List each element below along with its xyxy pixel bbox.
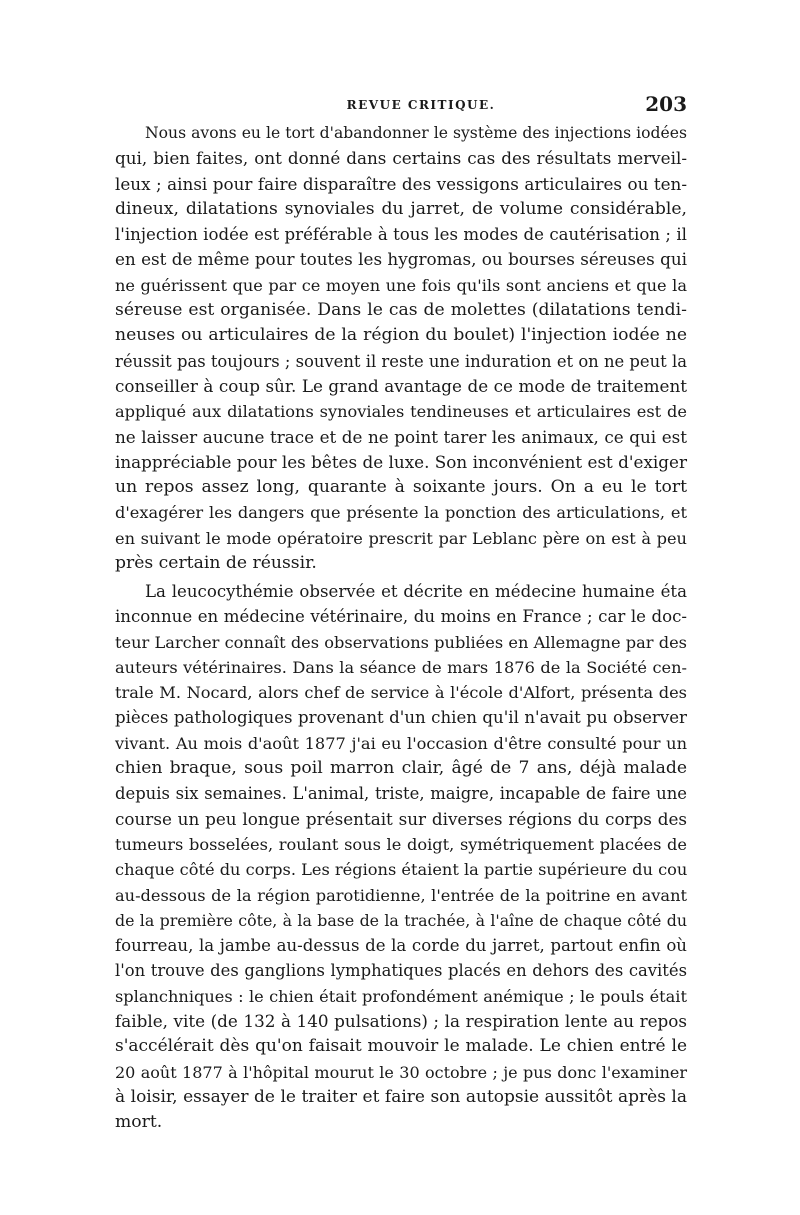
text-line: près certain de réussir.: [115, 553, 317, 574]
text-line: au-dessous de la région parotidienne, l'entrée de la poitrine en avant: [115, 885, 687, 905]
text-line: l'on trouve des ganglions lymphatiques placés en dehors des cavités: [115, 961, 687, 981]
text-line: leux ; ainsi pour faire disparaître des vessigons articulaires ou ten-: [115, 173, 687, 194]
text-line: qui, bien faites, ont donné dans certains cas des résultats merveil-: [115, 148, 687, 169]
text-line: inappréciable pour les bêtes de luxe. Son inconvénient est d'exiger: [115, 451, 687, 472]
text-line: ne guérissent que par ce moyen une fois qu'ils sont anciens et que la: [115, 275, 687, 295]
text-line: 20 août 1877 à l'hôpital mourut le 30 octobre ; je pus donc l'examiner: [115, 1062, 687, 1082]
text-line: vivant. Au mois d'août 1877 j'ai eu l'occasion d'être consulté pour un: [115, 733, 687, 753]
text-line: en est de même pour toutes les hygromas, ou bourses séreuses qui: [115, 249, 687, 270]
page-number: 203: [645, 92, 687, 116]
text-line: depuis six semaines. L'animal, triste, maigre, incapable de faire une: [115, 784, 687, 804]
text-line: faible, vite (de 132 à 140 pulsations) ; la respiration lente au repos: [115, 1011, 687, 1032]
text-line: trale M. Nocard, alors chef de service à l'école d'Alfort, présenta des: [115, 683, 687, 703]
text-line: pièces pathologiques provenant d'un chien qu'il n'avait pu observer: [115, 708, 687, 728]
text-line: chaque côté du corps. Les régions étaient la partie supérieure du cou: [115, 860, 688, 880]
text-line: de la première côte, à la base de la trachée, à l'aîne de chaque côté du: [115, 910, 687, 930]
text-line: chien braque, sous poil marron clair, âgé de 7 ans, déjà malade: [115, 758, 687, 779]
text-line: s'accélérait dès qu'on faisait mouvoir le malade. Le chien entré le: [115, 1036, 687, 1057]
running-title: REVUE CRITIQUE.: [346, 98, 496, 112]
text-line: d'exagérer les dangers que présente la ponction des articulations, et: [115, 503, 687, 523]
text-line: La leucocythémie observée et décrite en médecine humaine éta: [145, 582, 687, 601]
text-line: teur Larcher connaît des observations publiées en Allemagne par des: [115, 632, 687, 652]
paragraph-leucocythemie: [115, 579, 687, 1136]
text-line: inconnue en médecine vétérinaire, du moins en France ; car le doc-: [115, 607, 687, 627]
text-line: Nous avons eu le tort d'abandonner le système des injections iodées: [145, 124, 687, 142]
page-header: [115, 92, 687, 122]
text-line: appliqué aux dilatations synoviales tendineuses et articulaires est de: [115, 402, 687, 422]
text-line: dineux, dilatations synoviales du jarret, de volume considérable,: [115, 198, 687, 219]
text-line: conseiller à coup sûr. Le grand avantage de ce mode de traitement: [115, 375, 687, 396]
text-line: à loisir, essayer de le traiter et faire son autopsie aussitôt après la: [115, 1086, 687, 1107]
text-line: en suivant le mode opératoire prescrit par Leblanc père on est à peu: [115, 528, 687, 548]
text-line: un repos assez long, quarante à soixante jours. On a eu le tort: [115, 477, 687, 498]
paragraph-injections-iodees: [115, 121, 687, 576]
text-line: auteurs vétérinaires. Dans la séance de mars 1876 de la Société cen-: [115, 657, 687, 677]
text-line: séreuse est organisée. Dans le cas de molettes (dilatations tendi-: [115, 300, 687, 321]
text-line: l'injection iodée est préférable à tous les modes de cautérisation ; il: [115, 225, 687, 245]
text-line: course un peu longue présentait sur diverses régions du corps des: [115, 808, 687, 829]
text-line: réussit pas toujours ; souvent il reste une induration et on ne peut la: [115, 351, 687, 371]
text-line: neuses ou articulaires de la région du boulet) l'injection iodée ne: [115, 325, 687, 346]
text-line: mort.: [115, 1112, 163, 1133]
text-line: ne laisser aucune trace et de ne point tarer les animaux, ce qui est: [115, 426, 687, 447]
text-line: tumeurs bosselées, roulant sous le doigt, symétriquement placées de: [115, 834, 687, 854]
text-line: splanchniques : le chien était profondément anémique ; le pouls était: [115, 986, 687, 1006]
text-line: fourreau, la jambe au-dessus de la corde du jarret, partout enfin où: [115, 936, 687, 956]
